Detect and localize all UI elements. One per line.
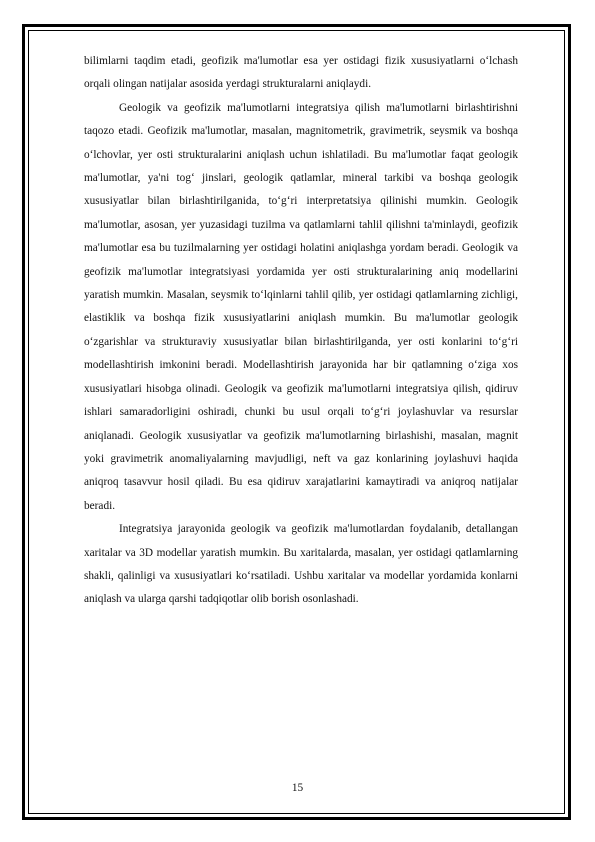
paragraph-maps-models: Integratsiya jarayonida geologik va geofizik ma'lumotlardan foydalanib, detallangan xaritalar va 3D modellar yaratish mumkin. Bu xaritalarda, masalan, yer ostidagi qatlamlarning shakli, qalinligi va xususiyatlari ko‘rsatiladi. Ushbu xaritalar va modellar yordamida konlarni aniqlash va ularga qarshi tadqiqotlar olib borish osonlashadi. bbox=[84, 523, 518, 606]
page-number: 15 bbox=[291, 782, 304, 794]
paragraph-integration: Geologik va geofizik ma'lumotlarni integratsiya qilish ma'lumotlarni birlashtirishni taqozo etadi. Geofizik ma'lumotlar, masalan, magnitometrik, gravimetrik, seysmik va boshqa o‘lchovlar, yer osti strukturalarini aniqlash uchun ishlatiladi. Bu ma'lumotlar faqat geologik ma'lumotlar, ya'ni tog‘ jinslari, geologik qatlamlar, mineral tarkibi va boshqa geologik xususiyatlar bilan birlashtirilganida, to‘g‘ri interpretatsiya qilinishi mumkin. Geologik ma'lumotlar, asosan, yer yuzasidagi tuzilma va qatlamlarni tahlil qilishni ta'minlaydi, geofizik ma'lumotlar esa bu tuzilmalarning yer ostidagi holatini aniqlashga yordam beradi. Geologik va geofizik ma'lumotlar integratsiyasi yordamida yer osti strukturalarining aniq modellarini yaratish mumkin. Masalan, seysmik to‘lqinlarni tahlil qilib, yer ostidagi qatlamlarning zichligi, elastiklik va boshqa fizik xususiyatlarini aniqlash mumkin. Bu ma'lumotlar geologik o‘zgarishlar va strukturaviy xususiyatlar bilan birlashtirilganda, yer osti konlarini to‘g‘ri modellashtirish imkonini beradi. Modellashtirish jarayonida har bir qatlamning o‘ziga xos xususiyatlari hisobga olinadi. Geologik va geofizik ma'lumotlarni integratsiya qilish, qidiruv ishlari samaradorligini oshiradi, chunki bu usul orqali to‘g‘ri joylashuvlar va resurslar aniqlanadi. Geologik xususiyatlar va geofizik ma'lumotlarning birlashishi, masalan, magnit yoki gravimetrik anomaliyalarning mavjudligi, neft va gaz konlarining joylashuvi haqida aniqroq tasavvur hosil qiladi. Bu esa qidiruv xarajatlarini kamaytiradi va aniqroq natijalar beradi. bbox=[84, 101, 518, 512]
paragraph-continuation: bilimlarni taqdim etadi, geofizik ma'lumotlar esa yer ostidagi fizik xususiyatlarni o‘lchash orqali olingan natijalar asosida yerdagi strukturalarni aniqlaydi. bbox=[84, 55, 518, 91]
document-body bbox=[84, 50, 518, 612]
